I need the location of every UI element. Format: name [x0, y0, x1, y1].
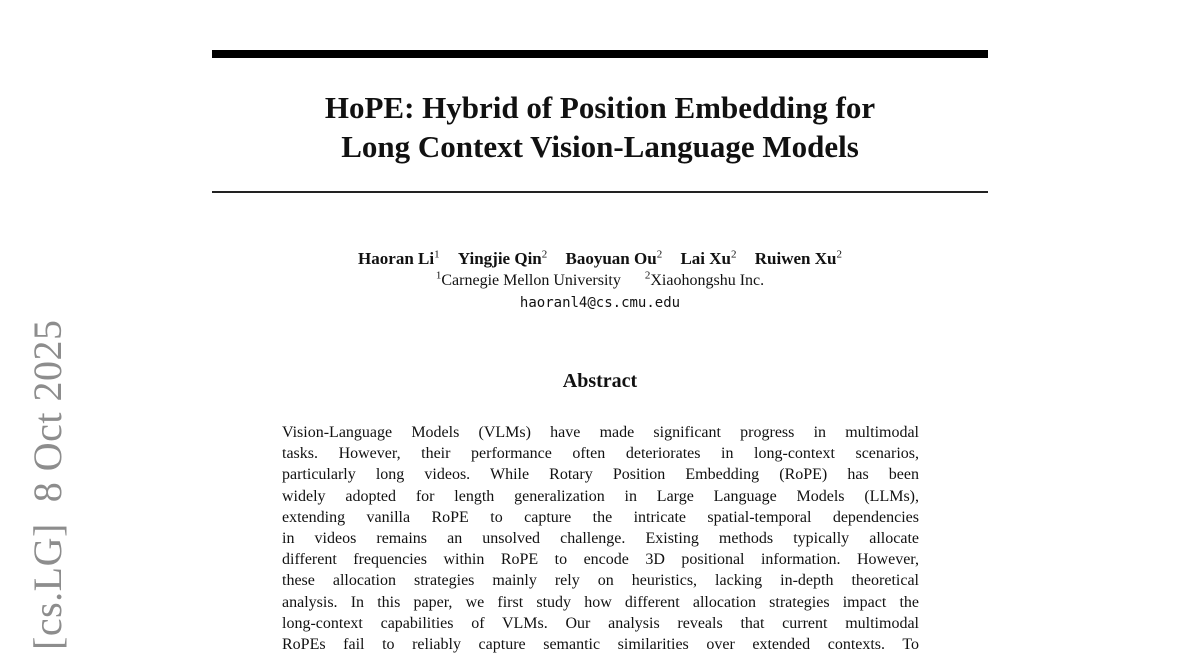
abstract-line: widely adopted for length generalization in Large Language Models (LLMs),	[282, 487, 919, 505]
affiliation-name: Xiaohongshu Inc.	[650, 272, 765, 289]
affiliation-list	[212, 271, 988, 291]
abstract-line: Vision-Language Models (VLMs) have made significant progress in multimodal	[282, 424, 919, 441]
author-name: Yingjie Qin	[457, 249, 542, 268]
author	[755, 249, 842, 268]
affiliation-number: 1	[435, 269, 442, 282]
abstract-line: different frequencies within RoPE to encode 3D positional information. However,	[282, 551, 919, 569]
author-name: Haoran Li	[358, 249, 435, 268]
abstract-line: tasks. However, their performance often deteriorates in long-context scenarios,	[282, 445, 919, 463]
arxiv-date: 8 Oct 2025	[25, 319, 70, 503]
abstract-line: extending vanilla RoPE to capture the intricate spatial-temporal dependencies	[282, 508, 919, 526]
author-affil-marker: 2	[541, 248, 548, 261]
affiliation-name: Carnegie Mellon University	[441, 272, 621, 289]
author-email: haoranl4@cs.cmu.edu	[519, 295, 681, 311]
abstract-body	[282, 422, 919, 655]
top-rule	[212, 50, 988, 58]
author	[680, 249, 736, 268]
abstract-line: RoPEs fail to reliably capture semantic similarities over extended contexts. To	[282, 635, 919, 653]
abstract-line: these allocation strategies mainly rely on heuristics, lacking in-depth theoretical	[282, 572, 919, 590]
paper-title	[212, 88, 988, 166]
author-list	[212, 248, 988, 270]
author-affil-marker: 1	[434, 248, 440, 261]
abstract-line: particularly long videos. While Rotary Position Embedding (RoPE) has been	[282, 466, 919, 484]
title-rule	[212, 191, 988, 193]
author	[358, 249, 440, 268]
arxiv-stamp	[24, 319, 71, 650]
author	[566, 249, 663, 268]
author	[458, 249, 547, 268]
affiliation	[644, 269, 765, 289]
abstract-line: long-context capabilities of VLMs. Our analysis reveals that current multimodal	[282, 614, 919, 632]
arxiv-category: [cs.LG]	[25, 523, 70, 650]
affiliation-number: 2	[644, 269, 651, 282]
title-line: HoPE: Hybrid of Position Embedding for	[324, 90, 876, 125]
author-name: Lai Xu	[680, 249, 731, 268]
author-name: Ruiwen Xu	[754, 249, 837, 268]
abstract-heading: Abstract	[562, 370, 638, 392]
title-line: Long Context Vision-Language Models	[341, 129, 859, 164]
author-affil-marker: 2	[656, 248, 663, 261]
abstract-line: in videos remains an unsolved challenge. Existing methods typically allocate	[282, 529, 919, 547]
affiliation	[435, 269, 621, 289]
author-name: Baoyuan Ou	[565, 249, 657, 268]
author-affil-marker: 2	[836, 248, 842, 261]
author-affil-marker: 2	[730, 248, 737, 261]
abstract-line: analysis. In this paper, we first study how different allocation strategies impact the	[282, 593, 919, 611]
